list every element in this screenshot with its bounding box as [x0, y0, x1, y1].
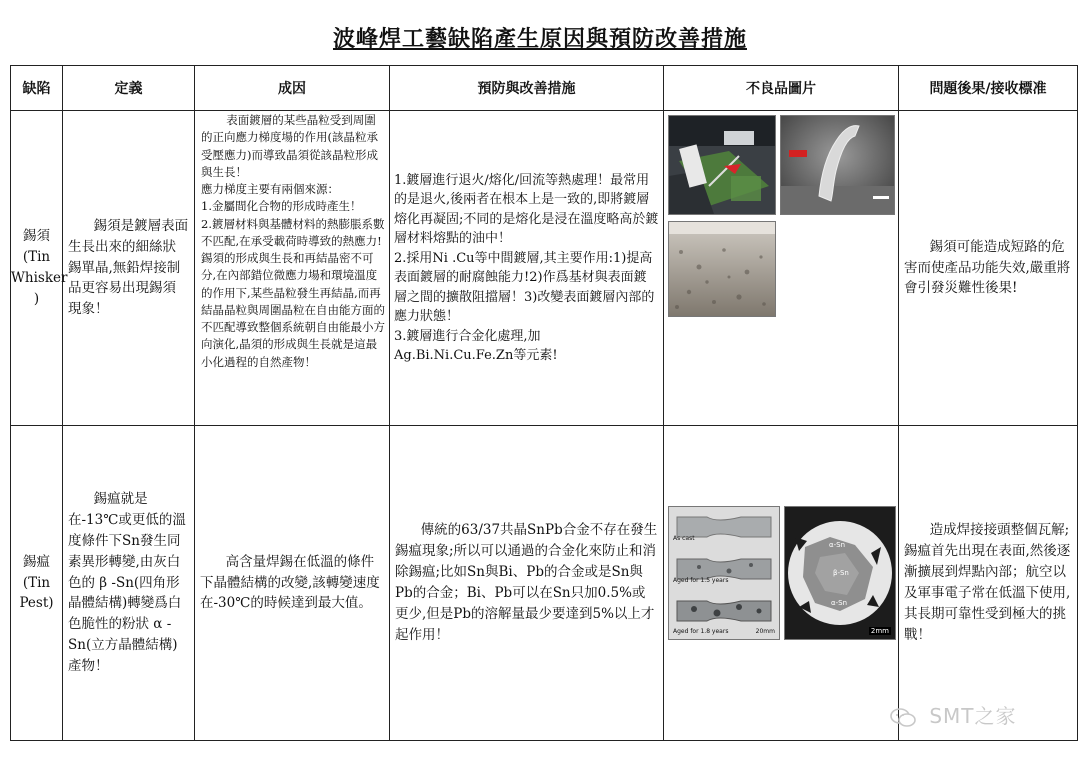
prevention-cell: 傳統的63/37共晶SnPb合金不存在發生錫瘟現象;所以可以通過的合金化來防止和消除錫瘟;比如Sn與Bi、Pb的合金或是Sn與Pb的合金；Bi、Pb可以在Sn只加0.5%或更少,但是Pb的溶解量最少要達到5%以上才起作用！ — [390, 426, 664, 741]
defect-name: 錫瘟 (Tin Pest) — [11, 426, 63, 741]
table-header-row — [11, 66, 1078, 111]
header-definition: 定義 — [63, 66, 195, 111]
photos-cell — [664, 426, 899, 741]
table-row — [11, 111, 1078, 426]
page-title: 波峰焊工藝缺陷產生原因與預防改善措施 — [332, 27, 747, 52]
header-photos: 不良品圖片 — [664, 66, 899, 111]
tin-pest-specimens-photo: As cast Aged for 1.5 years Aged for 1.8 years 20mm — [668, 506, 780, 640]
header-defect: 缺陷 — [11, 66, 63, 111]
definition-cell: 錫瘟就是在-13℃或更低的溫度條件下Sn發生同素異形轉變,由灰白色的 β -Sn(四角形晶體結構)轉變爲白色脆性的粉狀 α -Sn(立方晶體結構)產物！ — [63, 426, 195, 741]
watermark: SMT之家 — [890, 700, 1017, 729]
defect-table — [10, 65, 1078, 741]
prevention-cell: 1.鍍層進行退火/熔化/回流等熱處理！最常用的是退火,後兩者在根本上是一致的,即將鍍層熔化再凝固;不同的是熔化是浸在溫度略高於鍍層材料熔點的油中！ 2.採用Ni .Cu等中間鍍層,其主要作用:1)提高表面鍍層的耐腐蝕能力!2)作爲基材與表面鍍層之間的擴散阻擋層！3)改變表面鍍層內部的應力狀態！ 3.鍍層進行合金化處理,加Ag.Bi.Ni.Cu.Fe.Zn等元素! — [390, 111, 664, 426]
consequence-cell: 錫須可能造成短路的危害而使產品功能失效,嚴重將會引發災難性後果! — [899, 111, 1078, 426]
header-cause: 成因 — [195, 66, 390, 111]
cause-cell: 高含量焊錫在低溫的條件下晶體結構的改變,該轉變速度在-30℃的時候達到最大值。 — [195, 426, 390, 741]
header-consequence: 問題後果/接收標准 — [899, 66, 1078, 111]
photos-cell — [664, 111, 899, 426]
wechat-icon — [890, 708, 916, 728]
definition-cell: 錫須是鍍層表面生長出來的細絲狀錫單晶,無鉛焊接制品更容易出現錫須現象！ — [63, 111, 195, 426]
defect-name: 錫須 (Tin Whisker ) — [11, 111, 63, 426]
whisker-photo-1 — [668, 115, 776, 215]
consequence-cell: 造成焊接接頭整個瓦解;錫瘟首先出現在表面,然後逐漸擴展到焊點內部；航空以及軍事電子常在低溫下使用,其長期可靠性受到極大的挑戰！ — [899, 426, 1078, 741]
whisker-surface-photo — [668, 221, 776, 317]
table-row — [11, 426, 1078, 741]
tin-pest-cross-section-photo: α-Sn β-Sn α-Sn 2mm — [784, 506, 896, 640]
header-prevention: 預防與改善措施 — [390, 66, 664, 111]
cause-cell: 表面鍍層的某些晶粒受到周圍的正向應力梯度場的作用(該晶粒承受壓應力)而導致晶須從該晶粒形成與生長！ 應力梯度主要有兩個來源： 1.金屬間化合物的形成時產生！ 2.鍍層材料與基體材料的熱膨脹系數不匹配,在承受載荷時導致的熱應力! 錫須的形成與生長和再結晶密不可分,在內部錯位微應力場和環境溫度的作用下,某些晶粒發生再結晶,而再結晶晶粒與周圍晶粒在自由能方面的不匹配導致整個系統朝自由能最小方向演化,晶須的形成與生長就是這最小化過程的自然產物！ — [195, 111, 390, 426]
whisker-sem-photo — [780, 115, 895, 215]
